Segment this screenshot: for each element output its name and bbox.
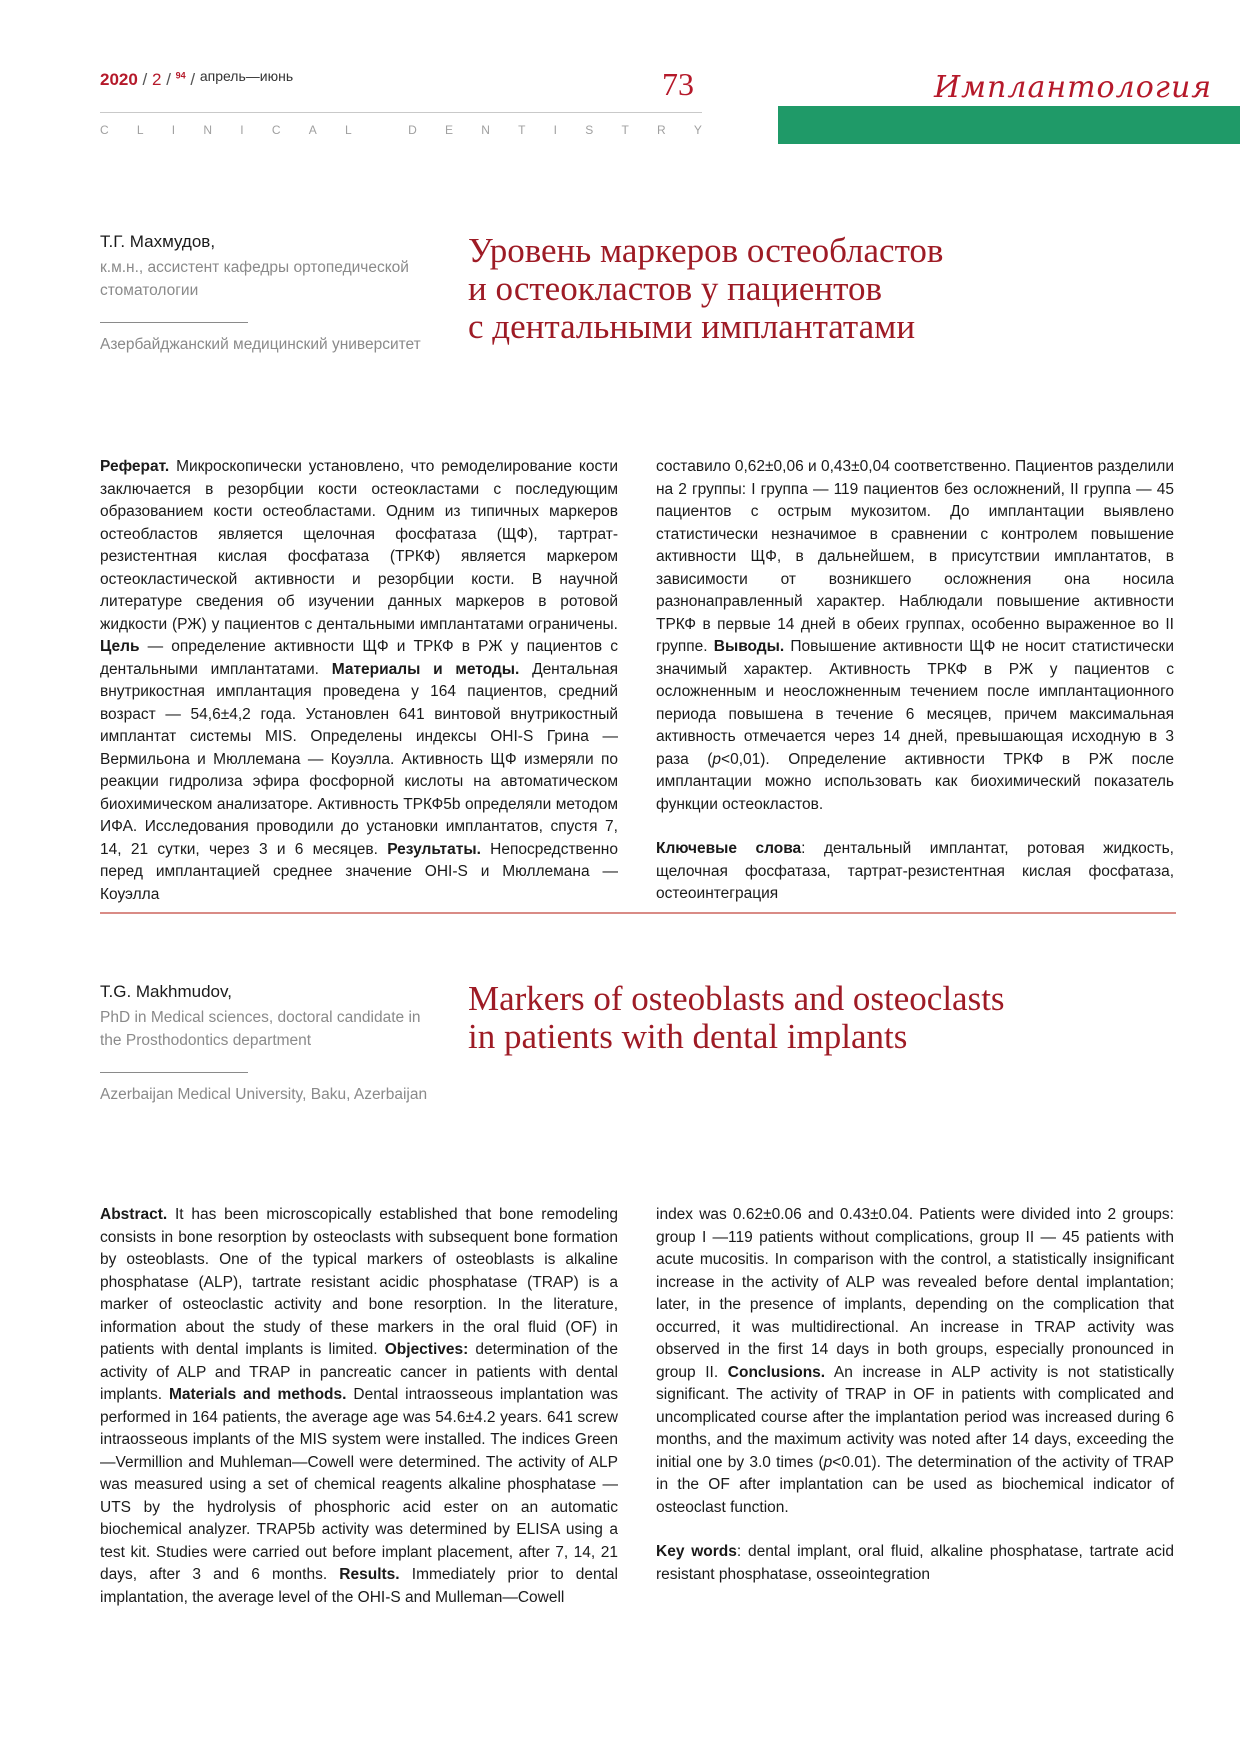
journal-letter: C [271, 123, 281, 137]
journal-letter: I [553, 123, 557, 137]
title-line: с дентальными имплантатами [468, 307, 916, 346]
text-run: Непосредственно перед имплантацией среднее значение OHI-S и Мюллемана — Коуэлла [100, 840, 618, 903]
journal-letter: C [100, 123, 109, 137]
journal-letter: T [621, 123, 629, 137]
bold-run: Результаты. [387, 840, 481, 858]
author-affiliation: Azerbaijan Medical University, Baku, Azerbaijan [100, 1086, 428, 1103]
author-rule [100, 1072, 248, 1073]
title-line: Markers of osteoblasts and osteoclasts [468, 979, 1005, 1018]
italic-run: p [712, 750, 722, 768]
author-rule [100, 322, 248, 323]
abstract-ru-left [100, 456, 618, 906]
journal-letter: E [444, 123, 453, 137]
bold-run: Выводы. [713, 638, 785, 655]
text-run: Immediately prior to dental implantation, the average level of the OHI-S and Mulleman—Cowell [100, 1566, 618, 1606]
author-position: к.м.н., ассистент кафедры ортопедической стоматологии [100, 259, 409, 299]
journal-letter: L [136, 123, 144, 137]
journal-letter: N [203, 123, 213, 137]
abstract-text [100, 1204, 618, 1609]
bold-run: Цель [100, 638, 140, 655]
text-run: Дентальная внутрикостная имплантация проведена у 164 пациентов, средний возраст — 54,6±4,2 года. Установлен 641 винтовой внутрикостный имплантат системы MIS. Определены индексы OHI-S Грина — Вермильона и Мюллемана — Коуэлла. Активность ЩФ измеряли по реакции гидролиза эфира фосфорной кислоты на автоматическом биохимическом анализаторе. Активность ТРКФ5b определяли методом ИФА. Исследования проводили до установки имплантатов, спустя 7, 14, 21 сутки, через 3 и 6 месяцев. [100, 660, 618, 858]
bold-run: Conclusions. [727, 1363, 826, 1381]
bold-run: Реферат. [100, 458, 170, 475]
keywords-label: Ключевые слова [656, 840, 802, 857]
text-run: — определение активности ЩФ и ТРКФ в РЖ у пациентов с дентальными имплантатами. [100, 638, 618, 678]
abstract-ru-right [656, 456, 1174, 906]
article-title-en [468, 980, 1005, 1056]
author-affiliation: Азербайджанский медицинский университет [100, 336, 421, 353]
keywords-list: : dental implant, oral fluid, alkaline phosphatase, tartrate acid resistant phosphatase, osseointegration [656, 1543, 1174, 1583]
journal-letter: I [240, 123, 244, 137]
bold-run: Abstract. [100, 1206, 168, 1223]
author-name: T.G. Makhmudov, [100, 982, 232, 1001]
bold-run: Results. [339, 1566, 400, 1583]
italic-run: p [823, 1453, 833, 1471]
article-title-ru [468, 232, 943, 346]
journal-name [100, 123, 702, 137]
author-block-en [100, 982, 430, 1106]
journal-letter: S [585, 123, 594, 137]
keywords-list: : дентальный имплантат, ротовая жидкость, щелочная фосфатаза, тартрат-резистентная кислая фосфатаза, остеоинтеграция [656, 840, 1174, 902]
journal-letter: R [657, 123, 666, 137]
issue-info: 2020 / 2 / $^{94}$ / $^{апрель—июнь}$ [100, 68, 294, 89]
issue-year: 2020 [100, 70, 138, 89]
author-name: Т.Г. Махмудов, [100, 232, 216, 251]
author-block-ru [100, 232, 430, 356]
title-line: и остеокластов у пациентов [468, 269, 882, 308]
section-title: Имплантология [934, 70, 1213, 105]
journal-letter: N [481, 123, 490, 137]
text-run: determination of the activity of ALP and TRAP in pancreatic cancer in patients with dental implants. [100, 1341, 619, 1403]
author-position: PhD in Medical sciences, doctoral candidate in the Prosthodontics department [100, 1009, 421, 1049]
section-color-bar [778, 106, 1240, 144]
journal-letter: I [171, 123, 176, 137]
abstract-text [656, 456, 1174, 816]
keywords-en [656, 1541, 1174, 1586]
bold-run: Materials and methods. [168, 1386, 347, 1403]
text-run: It has been microscopically established that bone remodeling consists in bone resorption by osteoclasts with subsequent bone formation by osteoblasts. One of the typical markers of osteoblasts is alkaline phosphatase (ALP), tartrate resistant acidic phosphatase (TRAP) is a marker of osteoclastic activity and bone resorption. In the literature, information about the study of these markers in the oral fluid (OF) in patients with dental implants is limited. [100, 1206, 618, 1358]
page-number: 73 [662, 66, 694, 102]
abstract-en-right [656, 1204, 1174, 1586]
text-run: составило 0,62±0,06 и 0,43±0,04 соответственно. Пациентов разделили на 2 группы: I группа — 119 пациентов без осложнений, II группа — 45 пациентов с острым мукозитом. До имплантации выявлено статистически незначимое в сравнении с контролем повышение активности ЩФ, в дальнейшем, в присутствии имплантатов, в зависимости от возникшего осложнения она носила разнонаправленный характер. Наблюдали повышение активности ТРКФ в первые 14 дней в обеих группах, особенно выраженное во II группе. [656, 458, 1174, 655]
abstract-en-left [100, 1204, 618, 1609]
header-rule [100, 112, 702, 113]
text-run: Dental intraosseous implantation was performed in 164 patients, the average age was 54.6±4.2 years. 641 screw intraosseous implants of the MIS system were installed. The indices Green—Vermillion and Muhleman—Cowell were determined. The activity of ALP was measured using a set of chemical reagents alkaline phosphatase — UTS by the hydrolysis of phosphoric acid ester on an automatic biochemical analyzer. TRAP5b activity was determined by ELISA using a test kit. Studies were carried out before implant placement, after 7, 14, 21 days, after 3 and 6 months. [100, 1386, 618, 1583]
title-line: Уровень маркеров остеобластов [468, 231, 944, 270]
language-divider [100, 912, 1176, 914]
text-run: An increase in ALP activity is not statistically significant. The activity of TRAP in OF in patients with complicated and uncomplicated course after the implantation period was increased during 6 months, and the maximum activity was noted after 14 days, exceeding the initial one by 3.0 times ( [656, 1363, 1174, 1471]
text-run: <0,01). Определение активности ТРКФ в РЖ после имплантации можно использовать как биохимический показатель функции остеокластов. [656, 750, 1174, 813]
text-run: Повышение активности ЩФ не носит статистически значимый характер. Активность ТРКФ в РЖ у пациентов с осложненным и неосложненным течением после имплантационного периода повышена в течение 6 месяцев, причем максимальная активность отмечается через 14 дней, превышающая исходную в 3 раза ( [656, 638, 1174, 768]
bold-run: Objectives: [384, 1341, 469, 1358]
issue-months: апрель—июнь [199, 68, 294, 84]
issue-number: 2 [152, 70, 162, 89]
journal-letter: T [518, 123, 526, 137]
journal-letter: A [308, 123, 317, 137]
issue-total: 94 [175, 70, 186, 81]
text-run: Микроскопически установлено, что ремоделирование кости заключается в резорбции кости остеокластами с последующим образованием кости остеобластами. Одним из типичных маркеров остеобластов является щелочная фосфатаза (ЩФ), тартрат-резистентная кислая фосфатаза (ТРКФ) является маркером остеокластической активности и резорбции кости. В научной литературе сведения об изучении данных маркеров в ротовой жидкости (РЖ) у пациентов с дентальными имплантатами ограничены. [100, 458, 618, 633]
keywords-ru [656, 838, 1174, 906]
bold-run: Материалы и методы. [331, 660, 520, 678]
text-run: index was 0.62±0.06 and 0.43±0.04. Patients were divided into 2 groups: group I —119 patients without complications, group II — 45 patients with acute mucositis. In comparison with the control, a statistically insignificant increase in the activity of ALP was revealed before dental implantation; later, in the presence of implants, depending on the complication that occurred, it was multidirectional. An increase in TRAP activity was observed in the first 14 days in both groups, especially pronounced in group II. [656, 1206, 1174, 1381]
journal-letter: D [408, 123, 417, 137]
keywords-label: Key words [656, 1543, 737, 1560]
abstract-text [656, 1204, 1174, 1519]
abstract-text [100, 456, 618, 906]
title-line: in patients with dental implants [468, 1017, 908, 1056]
text-run: <0.01). The determination of the activity of TRAP in the OF after implantation can be used as biochemical indicator of osteoclast function. [656, 1453, 1174, 1516]
journal-letter: L [344, 123, 352, 137]
journal-letter: Y [693, 123, 702, 137]
